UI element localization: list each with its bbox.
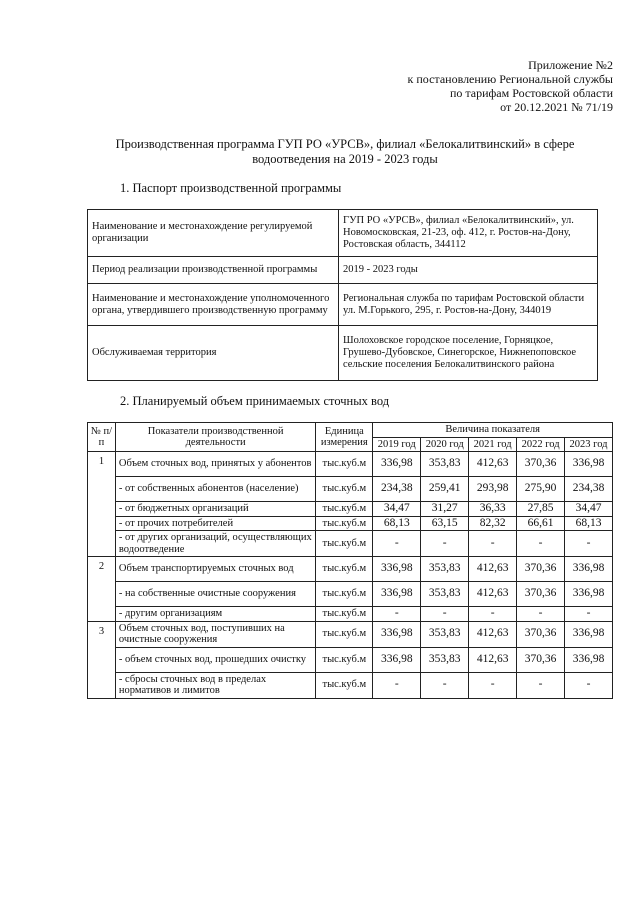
row-value: 66,61 [517, 516, 565, 531]
row-value: 336,98 [373, 621, 421, 647]
row-value: 412,63 [469, 452, 517, 477]
header-indicator: Показатели производственной деятельности [115, 423, 315, 452]
row-value: 275,90 [517, 477, 565, 502]
row-unit: тыс.куб.м [316, 502, 373, 517]
row-value: - [421, 672, 469, 698]
row-value: 353,83 [421, 647, 469, 672]
row-value: 234,38 [373, 477, 421, 502]
passport-value: Региональная служба по тарифам Ростовской области ул. М.Горького, 295, г. Ростов-на-Дону, 344019 [339, 284, 598, 326]
row-value: - [565, 607, 613, 622]
table-row [88, 452, 613, 477]
row-value: 336,98 [373, 557, 421, 582]
row-value: 370,36 [517, 647, 565, 672]
row-unit: тыс.куб.м [316, 647, 373, 672]
passport-label: Наименование и местонахождение уполномоченного органа, утвердившего производственную программу [88, 284, 339, 326]
row-value: 370,36 [517, 582, 565, 607]
passport-row [88, 326, 598, 381]
row-value: - [469, 531, 517, 557]
passport-table [87, 209, 598, 381]
row-indicator: - от бюджетных организаций [115, 502, 315, 517]
row-indicator: Объем транспортируемых сточных вод [115, 557, 315, 582]
row-unit: тыс.куб.м [316, 672, 373, 698]
row-value: 412,63 [469, 582, 517, 607]
table-row [88, 477, 613, 502]
header-num: № п/п [88, 423, 116, 452]
row-value: 336,98 [565, 582, 613, 607]
row-value: 234,38 [565, 477, 613, 502]
header-year: 2023 год [565, 437, 613, 452]
row-unit: тыс.куб.м [316, 477, 373, 502]
row-value: 353,83 [421, 557, 469, 582]
row-value: - [421, 607, 469, 622]
row-unit: тыс.куб.м [316, 531, 373, 557]
row-value: 63,15 [421, 516, 469, 531]
table-row [88, 672, 613, 698]
row-unit: тыс.куб.м [316, 557, 373, 582]
row-value: - [517, 531, 565, 557]
header-unit: Единица измерения [316, 423, 373, 452]
row-value: - [565, 672, 613, 698]
header-year: 2020 год [421, 437, 469, 452]
table-row [88, 607, 613, 622]
document-title-line-2: водоотведения на 2019 - 2023 годы [252, 152, 438, 166]
row-value: 412,63 [469, 647, 517, 672]
row-value: 68,13 [373, 516, 421, 531]
passport-row [88, 257, 598, 284]
row-value: 34,47 [565, 502, 613, 517]
row-value: 336,98 [565, 557, 613, 582]
row-indicator: - объем сточных вод, прошедших очистку [115, 647, 315, 672]
row-indicator: - на собственные очистные сооружения [115, 582, 315, 607]
header-year: 2021 год [469, 437, 517, 452]
passport-value: 2019 - 2023 годы [339, 257, 598, 284]
row-value: 353,83 [421, 582, 469, 607]
row-value: 336,98 [565, 452, 613, 477]
row-value: - [373, 607, 421, 622]
passport-label: Обслуживаемая территория [88, 326, 339, 381]
row-value: 336,98 [373, 582, 421, 607]
document-title-line-1: Производственная программа ГУП РО «УРСВ», филиал «Белокалитвинский» в сфере [115, 137, 575, 151]
row-value: 336,98 [373, 647, 421, 672]
row-value: 82,32 [469, 516, 517, 531]
passport-label: Наименование и местонахождение регулируемой организации [88, 210, 339, 257]
volume-table-body [88, 452, 613, 699]
row-number: 2 [88, 557, 116, 622]
appendix-line-2: к постановлению Региональной службы [407, 72, 613, 86]
row-value: 353,83 [421, 452, 469, 477]
row-indicator: Объем сточных вод, поступивших на очистные сооружения [115, 621, 315, 647]
section-1-title: 1. Паспорт производственной программы [120, 181, 342, 195]
appendix-line-4: от 20.12.2021 № 71/19 [500, 100, 613, 114]
row-number: 1 [88, 452, 116, 557]
row-indicator: - сбросы сточных вод в пределах нормативов и лимитов [115, 672, 315, 698]
row-value: 336,98 [565, 621, 613, 647]
row-indicator: - от прочих потребителей [115, 516, 315, 531]
row-value: - [565, 531, 613, 557]
row-value: - [421, 531, 469, 557]
row-value: 370,36 [517, 621, 565, 647]
row-value: 27,85 [517, 502, 565, 517]
row-unit: тыс.куб.м [316, 452, 373, 477]
row-value: 412,63 [469, 621, 517, 647]
row-unit: тыс.куб.м [316, 607, 373, 622]
appendix-line-1: Приложение №2 [528, 58, 613, 72]
passport-row [88, 210, 598, 257]
row-value: - [373, 672, 421, 698]
row-value: 336,98 [373, 452, 421, 477]
row-value: 36,33 [469, 502, 517, 517]
row-number: 3 [88, 621, 116, 698]
row-value: - [469, 672, 517, 698]
row-unit: тыс.куб.м [316, 582, 373, 607]
table-row [88, 557, 613, 582]
section-2-title: 2. Планируемый объем принимаемых сточных вод [120, 394, 390, 408]
row-value: 293,98 [469, 477, 517, 502]
row-value: 68,13 [565, 516, 613, 531]
passport-value: ГУП РО «УРСВ», филиал «Белокалитвинский», ул. Новомосковская, 21-23, оф. 412, г. Ростов-на-Дону, Ростовская область, 344112 [339, 210, 598, 257]
passport-row [88, 284, 598, 326]
row-value: 34,47 [373, 502, 421, 517]
appendix-line-3: по тарифам Ростовской области [449, 86, 613, 100]
row-indicator: - другим организациям [115, 607, 315, 622]
header-value-group: Величина показателя [373, 423, 613, 438]
row-value: 370,36 [517, 452, 565, 477]
row-unit: тыс.куб.м [316, 621, 373, 647]
table-row [88, 502, 613, 517]
row-value: 370,36 [517, 557, 565, 582]
table-row [88, 531, 613, 557]
document-title [80, 137, 610, 167]
row-indicator: - от собственных абонентов (население) [115, 477, 315, 502]
row-value: 412,63 [469, 557, 517, 582]
row-value: - [517, 672, 565, 698]
header-year: 2022 год [517, 437, 565, 452]
passport-label: Период реализации производственной программы [88, 257, 339, 284]
row-unit: тыс.куб.м [316, 516, 373, 531]
passport-value: Шолоховское городское поселение, Горняцкое, Грушево-Дубовское, Синегорское, Нижнепоповское сельские поселения Белокалитвинского района [339, 326, 598, 381]
table-row [88, 516, 613, 531]
table-row [88, 582, 613, 607]
appendix-header [408, 58, 613, 114]
row-value: 31,27 [421, 502, 469, 517]
row-value: 259,41 [421, 477, 469, 502]
row-value: - [373, 531, 421, 557]
table-row [88, 647, 613, 672]
row-indicator: Объем сточных вод, принятых у абонентов [115, 452, 315, 477]
header-year: 2019 год [373, 437, 421, 452]
volume-table [87, 422, 613, 699]
row-value: 336,98 [565, 647, 613, 672]
row-value: - [469, 607, 517, 622]
row-indicator: - от других организаций, осуществляющих водоотведение [115, 531, 315, 557]
volume-header-row [88, 423, 613, 438]
table-row [88, 621, 613, 647]
row-value: 353,83 [421, 621, 469, 647]
row-value: - [517, 607, 565, 622]
